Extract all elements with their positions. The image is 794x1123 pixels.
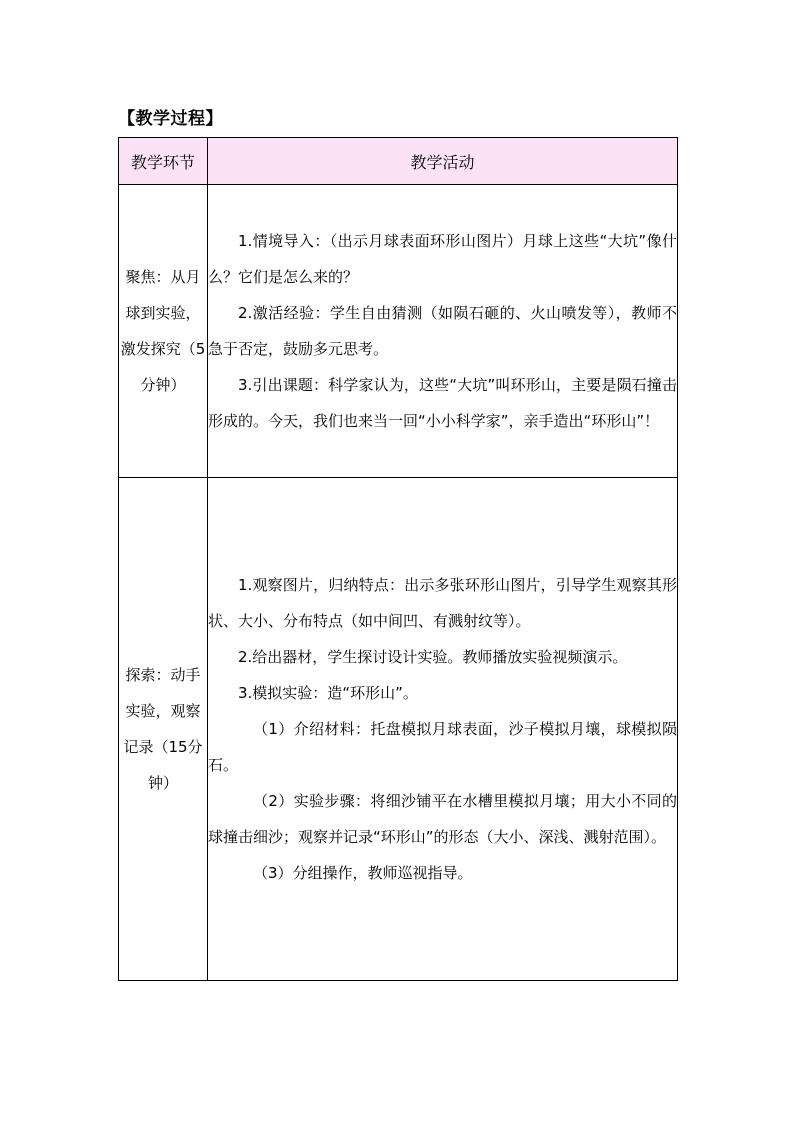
header-teaching-activity: 教学活动 (208, 138, 678, 185)
activity-cell (208, 478, 678, 981)
section-title: 【教学过程】 (118, 109, 223, 129)
table-header-row (119, 138, 678, 185)
activity-subparagraph: （3）分组操作，教师巡视指导。 (253, 864, 473, 882)
stage-cell: 探索：动手实验，观察记录（15分钟） (119, 478, 208, 981)
activity-cell (208, 185, 678, 478)
header-teaching-stage: 教学环节 (119, 138, 208, 185)
activity-paragraph: 1.观察图片，归纳特点：出示多张环形山图片，引导学生观察其形状、大小、分布特点（如中间凹、有溅射纹等）。 (208, 576, 677, 630)
activity-subparagraph: （2）实验步骤：将细沙铺平在水槽里模拟月壤；用大小不同的球撞击细沙；观察并记录“环形山”的形态（大小、深浅、溅射范围）。 (208, 792, 677, 846)
table-row (119, 185, 678, 478)
activity-paragraph: 3.引出课题：科学家认为，这些“大坑”叫环形山，主要是陨石撞击形成的。今天，我们也来当一回“小小科学家”，亲手造出“环形山”！ (208, 376, 677, 430)
activity-paragraph: 3.模拟实验：造“环形山”。 (238, 684, 418, 702)
table-row (119, 478, 678, 981)
activity-paragraph: 2.给出器材，学生探讨设计实验。教师播放实验视频演示。 (238, 648, 628, 666)
activity-subparagraph: （1）介绍材料：托盘模拟月球表面，沙子模拟月壤，球模拟陨石。 (208, 720, 677, 774)
teaching-process-table (118, 137, 678, 981)
activity-paragraph: 2.激活经验：学生自由猜测（如陨石砸的、火山喷发等），教师不急于否定，鼓励多元思考。 (208, 304, 677, 358)
stage-cell: 聚焦：从月球到实验，激发探究（5分钟） (119, 185, 208, 478)
activity-paragraph: 1.情境导入：（出示月球表面环形山图片）月球上这些“大坑”像什么？它们是怎么来的？ (208, 232, 677, 286)
